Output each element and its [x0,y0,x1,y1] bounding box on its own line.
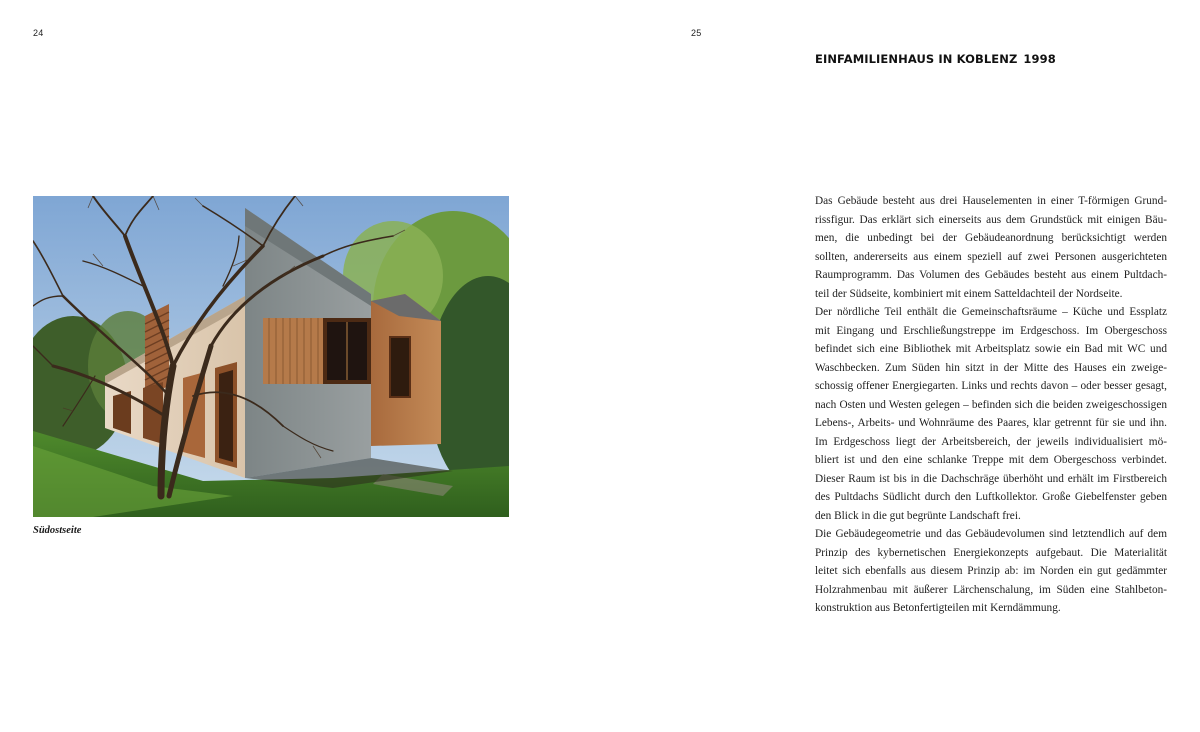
body-text-line: men, die unbedingt bei der Gebäudeanordnung berücksichtigt werden [815,232,1167,244]
body-text-line: des Pultdachs Südlicht durch den Luftkollektor. Große Giebelfenster geben [815,491,1167,503]
body-text-line: schossig offener Energiegarten. Links und rechts davon – oder besser gesagt, [815,380,1167,392]
house-photo [33,196,509,517]
body-text-line: leitet sich ebenfalls aus diesem Prinzip ab: im Norden ein gut gedämmter [815,565,1167,577]
body-text-line: Im Erdgeschoss liegt der Arbeitsbereich, der jeweils individualisiert mö- [815,435,1167,448]
body-text-line: Die Gebäudegeometrie und das Gebäudevolumen sind letztendlich auf dem [815,528,1167,540]
body-text-line: bliert ist und den eine schlanke Treppe mit dem Obergeschoss verbindet. [815,454,1167,466]
body-text-line: mit Eingang und Erschließungstreppe im Erdgeschoss. Im Obergeschoss [815,324,1167,337]
body-text-line: Der nördliche Teil enthält die Gemeinschaftsräume – Küche und Essplatz [815,306,1167,318]
left-page-number: 24 [33,28,44,38]
body-text-line: nach Osten und Westen gelegen – befinden sich die beiden zweigeschossigen [815,398,1167,411]
body-text-line: Raumprogramm. Das Volumen des Gebäudes besteht aus einem Pultdach- [815,269,1167,281]
body-text-line: konstruktion aus Betonfertigteilen mit Kerndämmung. [815,602,1061,614]
body-text-line: Prinzip des kybernetischen Energiekonzepts aufgebaut. Die Materialität [815,546,1167,559]
shutter [263,318,323,384]
body-text-line: sollten, andererseits aus einem speziell auf zwei Personen ausgerichteten [815,250,1167,263]
body-text [815,192,1167,618]
body-text-line: Holzrahmenbau mit äußerer Lärchenschalung, im Süden eine Stahlbeton- [815,583,1167,596]
right-page-number: 25 [691,28,702,38]
body-text-line: Das Gebäude besteht aus drei Hauselementen in einer T-förmigen Grund- [815,195,1167,207]
body-text-line: Lebens-, Arbeits- und Wohnräume des Paares, klar getrennt für sie und ihn. [815,417,1167,429]
body-text-line: Waschbecken. Zum Süden hin sitzt in der Mitte des Hauses ein zweige- [815,361,1167,374]
house-photo-illustration [33,196,509,517]
project-year: 1998 [1023,52,1056,66]
body-text-line: Dieser Raum ist bis in die Dachschräge überhöht und erhält im Firstbereich [815,472,1167,485]
rear-wooden-volume [371,294,441,446]
body-text-line: teil der Südseite, kombiniert mit einem Satteldachteil der Nordseite. [815,287,1123,300]
photo-caption: Südostseite [33,525,82,536]
project-name: EINFAMILIENHAUS IN KOBLENZ [815,52,1018,66]
body-text-line: den Blick in die gut begrünte Landschaft frei. [815,509,1021,522]
body-text-line: rissfigur. Das erklärt sich einerseits aus dem Grundstück mit einigen Bäu- [815,213,1167,226]
project-title [815,52,1056,66]
body-text-line: befindet sich eine Bibliothek mit Arbeitsplatz sowie ein Bad mit WC und [815,343,1167,355]
